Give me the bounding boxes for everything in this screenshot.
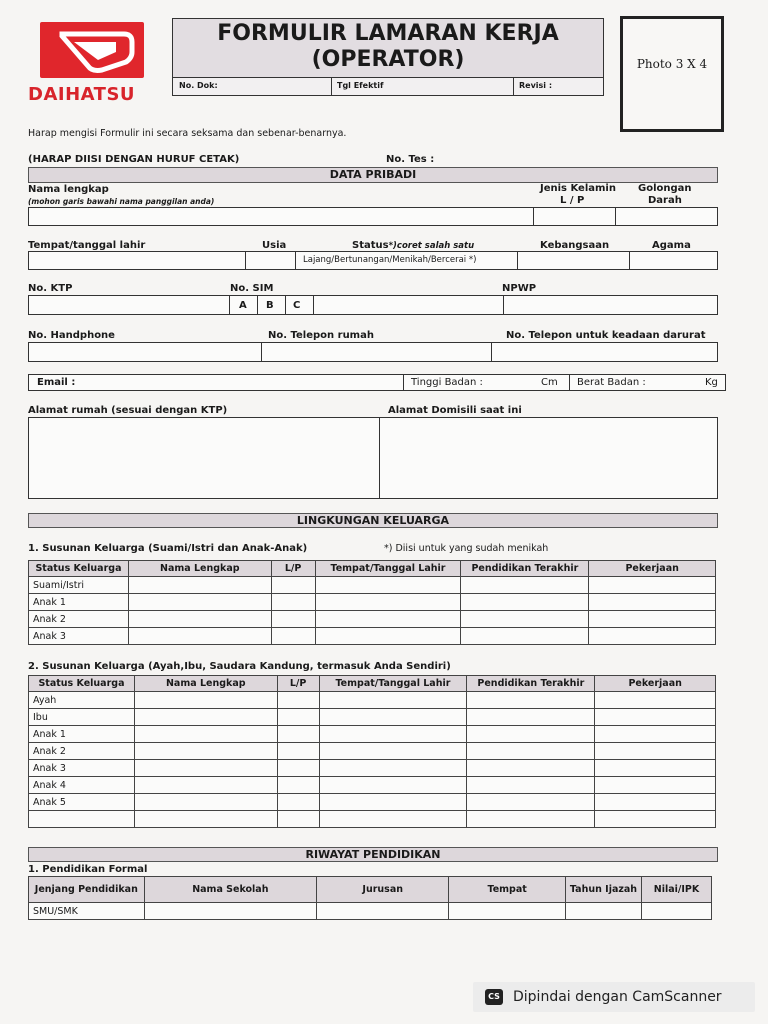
full-name-field[interactable]	[29, 208, 533, 225]
status-note: *)coret salah satu	[388, 241, 475, 251]
family-2-cell[interactable]	[467, 692, 595, 709]
home-phone-label: No. Telepon rumah	[268, 330, 374, 341]
family-2-cell[interactable]	[319, 709, 467, 726]
current-address-label: Alamat Domisili saat ini	[388, 405, 522, 416]
height-label: Tinggi Badan :	[411, 377, 483, 388]
family-table-2-title: 2. Susunan Keluarga (Ayah,Ibu, Saudara Kandung, termasuk Anda Sendiri)	[28, 661, 451, 672]
family-2-cell[interactable]	[277, 726, 319, 743]
npwp-label: NPWP	[502, 283, 537, 294]
education-table-title: 1. Pendidikan Formal	[28, 864, 148, 875]
family-2-cell[interactable]	[595, 811, 716, 828]
gender-field[interactable]	[534, 208, 614, 225]
age-field[interactable]	[246, 252, 294, 269]
family-2-cell[interactable]	[134, 726, 277, 743]
phone-row	[28, 342, 718, 362]
height-field[interactable]	[489, 375, 539, 390]
nationality-label: Kebangsaan	[540, 240, 610, 251]
education-cell[interactable]	[565, 903, 641, 920]
blood-group-label: Golongan	[638, 183, 692, 194]
sim-c-option[interactable]: C	[293, 300, 301, 311]
family-2-row-label: Anak 2	[29, 743, 135, 760]
family-2-cell[interactable]	[134, 709, 277, 726]
family-2-cell[interactable]	[319, 692, 467, 709]
weight-field[interactable]	[653, 375, 701, 390]
sim-b-option[interactable]: B	[266, 300, 274, 311]
full-name-row	[28, 207, 718, 226]
handphone-label: No. Handphone	[28, 330, 115, 341]
family-2-header: Nama Lengkap	[134, 676, 277, 692]
gender-options: L / P	[560, 195, 585, 206]
nationality-field[interactable]	[518, 252, 628, 269]
family-1-cell[interactable]	[315, 628, 461, 645]
family-2-cell[interactable]	[134, 743, 277, 760]
id-row	[28, 295, 718, 315]
family-2-row	[29, 794, 716, 811]
family-2-cell[interactable]	[277, 811, 319, 828]
family-1-cell[interactable]	[271, 594, 315, 611]
weight-label: Berat Badan :	[577, 377, 646, 388]
family-2-row	[29, 743, 716, 760]
religion-field[interactable]	[630, 252, 716, 269]
email-label: Email :	[37, 377, 76, 388]
status-label: Status*)coret salah satu	[352, 240, 475, 251]
home-address-label: Alamat rumah (sesuai dengan KTP)	[28, 405, 228, 416]
family-2-cell[interactable]	[277, 743, 319, 760]
title-box	[172, 18, 604, 96]
revision-label: Revisi :	[519, 81, 553, 90]
family-2-row-label: Anak 5	[29, 794, 135, 811]
family-2-row-label	[29, 811, 135, 828]
education-cell[interactable]	[317, 903, 449, 920]
instruction-text: Harap mengisi Formulir ini secara seksama dan sebenar-benarnya.	[28, 128, 347, 139]
education-table	[28, 876, 712, 920]
family-2-cell[interactable]	[319, 794, 467, 811]
family-1-row	[29, 628, 716, 645]
family-2-cell[interactable]	[277, 692, 319, 709]
family-2-cell[interactable]	[277, 760, 319, 777]
family-1-cell[interactable]	[589, 594, 716, 611]
education-header: Jurusan	[317, 877, 449, 903]
family-2-cell[interactable]	[134, 811, 277, 828]
family-2-cell[interactable]	[467, 743, 595, 760]
address-row	[28, 417, 718, 499]
family-1-cell[interactable]	[128, 611, 271, 628]
home-phone-field[interactable]	[262, 343, 490, 361]
family-2-cell[interactable]	[595, 760, 716, 777]
height-unit: Cm	[541, 377, 558, 388]
family-1-row-label: Anak 1	[29, 594, 129, 611]
education-row-label: SMU/SMK	[29, 903, 145, 920]
family-2-cell[interactable]	[319, 811, 467, 828]
family-2-cell[interactable]	[319, 777, 467, 794]
family-2-row-label: Ibu	[29, 709, 135, 726]
section-education: RIWAYAT PENDIDIKAN	[28, 847, 718, 862]
family-1-header: Tempat/Tanggal Lahir	[315, 561, 461, 577]
family-2-cell[interactable]	[134, 794, 277, 811]
home-address-field[interactable]	[29, 418, 379, 498]
family-1-row	[29, 594, 716, 611]
family-2-header: Pendidikan Terakhir	[467, 676, 595, 692]
family-1-cell[interactable]	[589, 611, 716, 628]
family-1-cell[interactable]	[461, 577, 589, 594]
family-2-cell[interactable]	[595, 743, 716, 760]
family-2-cell[interactable]	[319, 760, 467, 777]
family-2-cell[interactable]	[467, 811, 595, 828]
weight-unit: Kg	[705, 377, 718, 388]
npwp-field[interactable]	[504, 296, 716, 314]
family-2-row	[29, 692, 716, 709]
family-2-cell[interactable]	[319, 726, 467, 743]
form-title: FORMULIR LAMARAN KERJA	[217, 21, 559, 46]
status-options[interactable]: Lajang/Bertunangan/Menikah/Bercerai *)	[303, 255, 477, 265]
print-instruction: (HARAP DIISI DENGAN HURUF CETAK)	[28, 154, 240, 165]
effective-date-label: Tgl Efektif	[337, 81, 384, 90]
blood-group-field[interactable]	[616, 208, 716, 225]
birth-field[interactable]	[29, 252, 245, 269]
family-2-header: Tempat/Tanggal Lahir	[319, 676, 467, 692]
family-table-1-title: 1. Susunan Keluarga (Suami/Istri dan Anak-Anak)	[28, 543, 308, 554]
education-header: Jenjang Pendidikan	[29, 877, 145, 903]
family-2-cell[interactable]	[595, 692, 716, 709]
email-field[interactable]	[79, 375, 399, 390]
family-1-cell[interactable]	[461, 611, 589, 628]
full-name-note: (mohon garis bawahi nama panggilan anda)	[28, 197, 215, 206]
family-2-cell[interactable]	[134, 777, 277, 794]
family-table-spouse-children	[28, 560, 716, 645]
family-2-row-label: Anak 4	[29, 777, 135, 794]
family-2-row	[29, 760, 716, 777]
sim-label: No. SIM	[230, 283, 274, 294]
family-1-cell[interactable]	[315, 611, 461, 628]
family-2-header: Status Keluarga	[29, 676, 135, 692]
birth-row	[28, 251, 718, 270]
section-personal-data: DATA PRIBADI	[28, 167, 718, 183]
education-header: Tahun Ijazah	[565, 877, 641, 903]
family-2-cell[interactable]	[467, 777, 595, 794]
education-header: Nama Sekolah	[144, 877, 316, 903]
camscanner-icon: CS	[485, 989, 503, 1005]
family-1-cell[interactable]	[589, 628, 716, 645]
birth-label: Tempat/tanggal lahir	[28, 240, 146, 251]
family-2-row	[29, 777, 716, 794]
family-1-cell[interactable]	[271, 628, 315, 645]
family-2-cell[interactable]	[595, 709, 716, 726]
family-1-cell[interactable]	[271, 611, 315, 628]
education-header: Nilai/IPK	[642, 877, 712, 903]
daihatsu-logo	[40, 22, 144, 78]
family-2-row-label: Anak 1	[29, 726, 135, 743]
family-1-cell[interactable]	[589, 577, 716, 594]
camscanner-text: Dipindai dengan CamScanner	[513, 989, 722, 1005]
family-2-row-label: Anak 3	[29, 760, 135, 777]
family-1-row	[29, 611, 716, 628]
family-1-cell[interactable]	[315, 577, 461, 594]
education-cell[interactable]	[642, 903, 712, 920]
education-cell[interactable]	[144, 903, 316, 920]
brand-name: DAIHATSU	[28, 84, 136, 105]
family-table-parents-siblings	[28, 675, 716, 828]
family-2-row	[29, 811, 716, 828]
family-2-cell[interactable]	[134, 760, 277, 777]
family-2-cell[interactable]	[595, 777, 716, 794]
family-2-row-label: Ayah	[29, 692, 135, 709]
family-2-row	[29, 709, 716, 726]
photo-box[interactable]	[620, 16, 724, 132]
education-row	[29, 903, 712, 920]
family-2-cell[interactable]	[277, 709, 319, 726]
family-1-row-label: Anak 2	[29, 611, 129, 628]
family-2-cell[interactable]	[134, 692, 277, 709]
family-1-cell[interactable]	[128, 628, 271, 645]
sim-field[interactable]	[314, 296, 502, 314]
full-name-label: Nama lengkap	[28, 184, 109, 195]
family-1-header: Nama Lengkap	[128, 561, 271, 577]
ktp-label: No. KTP	[28, 283, 73, 294]
sim-a-option[interactable]: A	[239, 300, 247, 311]
family-1-cell[interactable]	[271, 577, 315, 594]
religion-label: Agama	[652, 240, 691, 251]
family-1-cell[interactable]	[128, 594, 271, 611]
family-2-cell[interactable]	[277, 794, 319, 811]
family-1-cell[interactable]	[315, 594, 461, 611]
family-2-cell[interactable]	[467, 726, 595, 743]
family-2-row	[29, 726, 716, 743]
family-1-header: Pendidikan Terakhir	[461, 561, 589, 577]
family-1-cell[interactable]	[128, 577, 271, 594]
family-1-row-label: Anak 3	[29, 628, 129, 645]
family-1-header: Pekerjaan	[589, 561, 716, 577]
section-family: LINGKUNGAN KELUARGA	[28, 513, 718, 528]
family-2-header: Pekerjaan	[595, 676, 716, 692]
family-table-1-note: *) Diisi untuk yang sudah menikah	[384, 543, 549, 554]
emergency-phone-field[interactable]	[492, 343, 716, 361]
age-label: Usia	[262, 240, 287, 251]
camscanner-watermark	[473, 982, 755, 1012]
family-2-cell[interactable]	[595, 726, 716, 743]
doc-info-row	[173, 77, 603, 95]
family-2-cell[interactable]	[277, 777, 319, 794]
blood-group-label-2: Darah	[648, 195, 682, 206]
family-2-cell[interactable]	[467, 794, 595, 811]
emergency-phone-label: No. Telepon untuk keadaan darurat	[506, 330, 706, 341]
family-1-header: L/P	[271, 561, 315, 577]
doc-no-label: No. Dok:	[179, 81, 218, 90]
education-cell[interactable]	[449, 903, 566, 920]
family-2-cell[interactable]	[319, 743, 467, 760]
family-1-header: Status Keluarga	[29, 561, 129, 577]
family-1-row	[29, 577, 716, 594]
family-2-cell[interactable]	[595, 794, 716, 811]
family-1-row-label: Suami/Istri	[29, 577, 129, 594]
test-no-label: No. Tes :	[386, 154, 435, 165]
family-2-cell[interactable]	[467, 709, 595, 726]
ktp-field[interactable]	[29, 296, 229, 314]
gender-label: Jenis Kelamin	[540, 183, 616, 194]
education-header: Tempat	[449, 877, 566, 903]
form-subtitle: (OPERATOR)	[311, 47, 465, 72]
family-1-cell[interactable]	[461, 594, 589, 611]
family-2-cell[interactable]	[467, 760, 595, 777]
family-2-header: L/P	[277, 676, 319, 692]
email-row	[28, 374, 726, 391]
daihatsu-emblem-icon	[40, 22, 144, 78]
current-address-field[interactable]	[380, 418, 716, 498]
photo-label: Photo 3 X 4	[636, 57, 708, 71]
handphone-field[interactable]	[29, 343, 261, 361]
family-1-cell[interactable]	[461, 628, 589, 645]
